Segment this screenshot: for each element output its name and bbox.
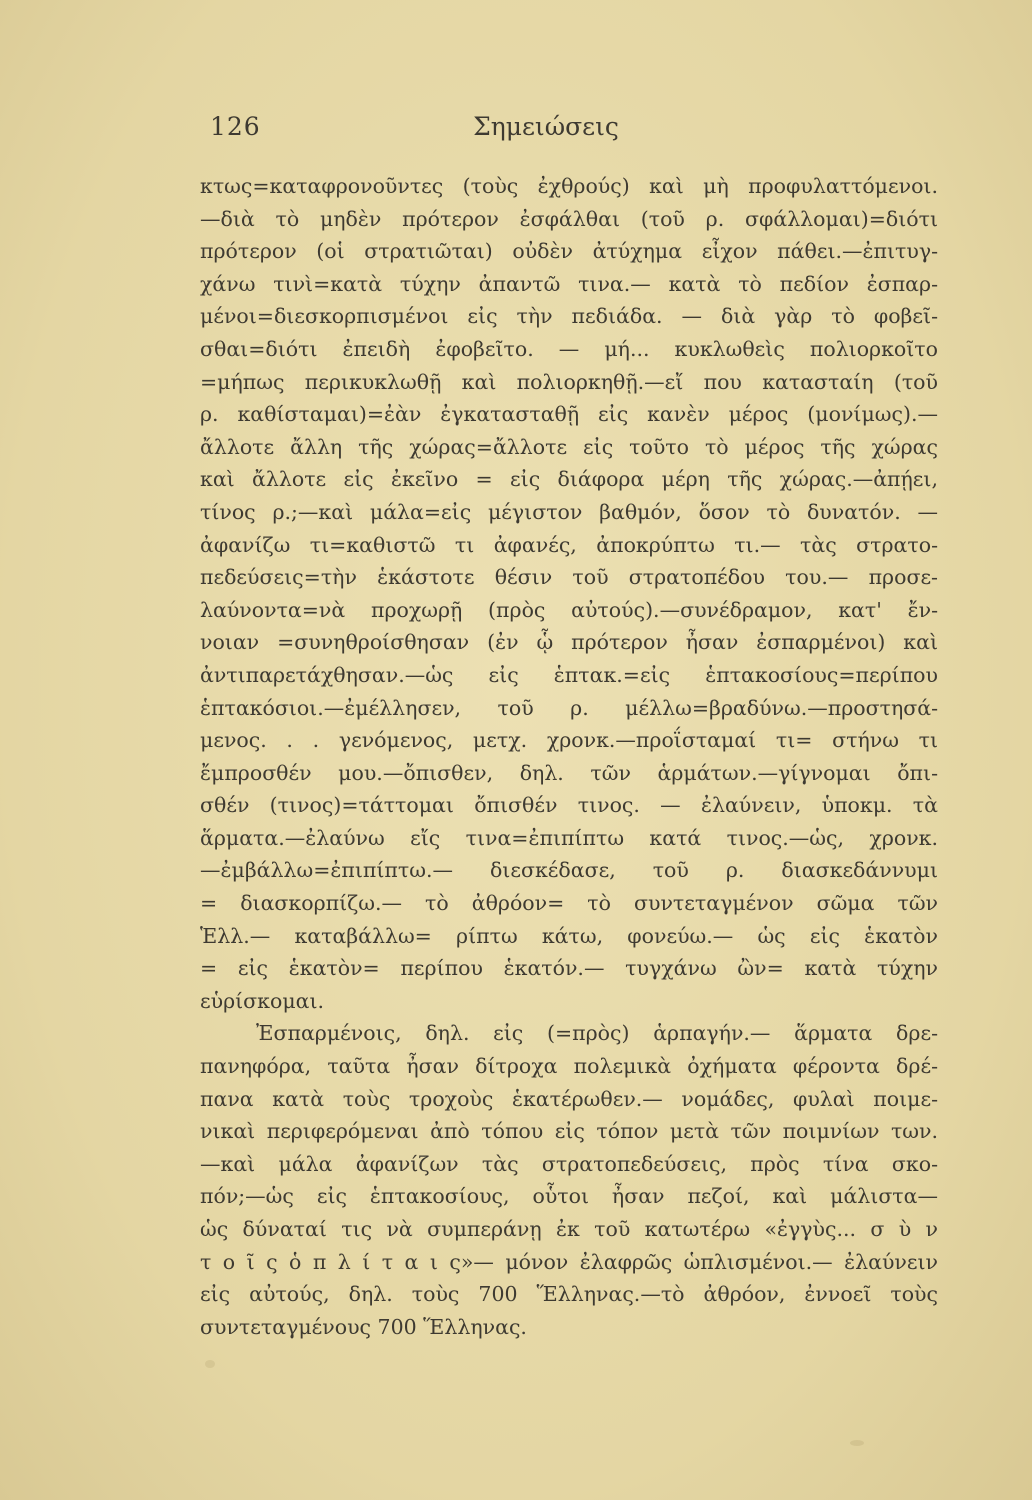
text-line: ἀφανίζω τι=καθιστῶ τι ἀφανές, ἀποκρύπτω τι.— τὰς στρατο-: [200, 532, 938, 557]
page-number: 126: [210, 112, 261, 141]
text-line: πανηφόρα, ταῦτα ἦσαν δίτροχα πολεμικὰ ὀχήματα φέροντα δρέ-: [200, 1054, 938, 1079]
text-line: κτως=καταφρονοῦντες (τοὺς ἐχθρούς) καὶ μὴ προφυλαττόμενοι.: [200, 174, 938, 198]
text-line: —καὶ μάλα ἀφανίζων τὰς στρατοπεδεύσεις, πρὸς τίνα σκο-: [200, 1151, 938, 1176]
text-line: =μήπως περικυκλωθῇ καὶ πολιορκηθῇ.—εἴ που κατασταίη (τοῦ: [200, 369, 938, 394]
text-line: συντεταγμένους 700 Ἕλληνας.: [200, 1314, 527, 1339]
text-line: τίνος ρ.;—καὶ μάλα=εἰς μέγιστον βαθμόν, ὅσον τὸ δυνατόν. —: [200, 499, 938, 524]
text-line: ρ. καθίσταμαι)=ἐὰν ἐγκατασταθῇ εἰς κανὲν μέρος (μονίμως).—: [200, 402, 938, 427]
text-line: καὶ ἄλλοτε εἰς ἐκεῖνο = εἰς διάφορα μέρη τῆς χώρας.—ἀπῄει,: [200, 467, 938, 492]
text-line: πρότερον (οἱ στρατιῶται) οὐδὲν ἀτύχημα εἶχον πάθει.—ἐπιτυγ-: [200, 239, 938, 264]
text-line: ἑπτακόσιοι.—ἐμέλλησεν, τοῦ ρ. μέλλω=βραδύνω.—προστησά-: [200, 695, 938, 720]
paper-stain: [205, 1360, 215, 1368]
notes-text: [200, 170, 938, 1343]
text-line: τ ο ῖ ς ὁ π λ ί τ α ι ς»— μόνον ἐλαφρῶς ὡπλισμένοι.— ἐλαύνειν: [200, 1249, 938, 1274]
text-line: Ἐσπαρμένοις, δηλ. εἰς (=πρὸς) ἁρπαγήν.— ἅρματα δρε-: [256, 1021, 938, 1046]
text-line: μένοι=διεσκορπισμένοι εἰς τὴν πεδιάδα. — διὰ γὰρ τὸ φοβεῖ-: [200, 304, 938, 329]
text-line: Ἑλλ.— καταβάλλω= ρίπτω κάτω, φονεύω.— ὡς εἰς ἑκατὸν: [200, 923, 938, 948]
text-line: πεδεύσεις=τὴν ἑκάστοτε θέσιν τοῦ στρατοπέδου του.— προσε-: [200, 565, 938, 590]
text-line: —διὰ τὸ μηδὲν πρότερον ἐσφάλθαι (τοῦ ρ. σφάλλομαι)=διότι: [200, 206, 938, 231]
text-line: ἀντιπαρετάχθησαν.—ὡς εἰς ἑπτακ.=εἰς ἑπτακοσίους=περίπου: [200, 662, 938, 687]
text-line: ἄλλοτε ἄλλη τῆς χώρας=ἄλλοτε εἰς τοῦτο τὸ μέρος τῆς χώρας: [200, 434, 938, 459]
text-line: λαύνοντα=νὰ προχωρῇ (πρὸς αὐτούς).—συνέδραμον, κατ' ἔν-: [200, 597, 938, 622]
text-line: πόν;—ὡς εἰς ἑπτακοσίους, οὗτοι ἦσαν πεζοί, καὶ μάλιστα—: [200, 1184, 938, 1209]
text-line: εἰς αὐτούς, δηλ. τοὺς 700 Ἕλληνας.—τὸ ἀθρόον, ἐννοεῖ τοὺς: [200, 1282, 938, 1307]
text-line: = εἰς ἑκατὸν= περίπου ἑκατόν.— τυγχάνω ὢν= κατὰ τύχην: [200, 956, 938, 981]
text-line: μενος. . . γενόμενος, μετχ. χρονκ.—προΐσταμαί τι= στήνω τι: [200, 728, 938, 753]
text-line: ἔμπροσθέν μου.—ὄπισθεν, δηλ. τῶν ἁρμάτων.—γίγνομαι ὄπι-: [200, 760, 938, 785]
text-line: σθαι=διότι ἐπειδὴ ἐφοβεῖτο. — μή... κυκλωθεὶς πολιορκοῖτο: [200, 336, 938, 361]
page-header: [210, 112, 882, 152]
text-line: —ἐμβάλλω=ἐπιπίπτω.— διεσκέδασε, τοῦ ρ. διασκεδάννυμι: [200, 858, 938, 883]
text-line: νικαὶ περιφερόμεναι ἀπὸ τόπου εἰς τόπον μετὰ τῶν ποιμνίων των.: [200, 1119, 938, 1144]
text-line: = διασκορπίζω.— τὸ ἀθρόον= τὸ συντεταγμένον σῶμα τῶν: [200, 891, 938, 916]
text-line: χάνω τινὶ=κατὰ τύχην ἀπαντῶ τινα.— κατὰ τὸ πεδίον ἐσπαρ-: [200, 271, 938, 296]
text-line: εὑρίσκομαι.: [200, 988, 325, 1013]
text-line: ἅρματα.—ἐλαύνω εἴς τινα=ἐπιπίπτω κατά τινος.—ὡς, χρονκ.: [200, 825, 938, 850]
paper-stain: [850, 1440, 864, 1446]
text-line: πανα κατὰ τοὺς τροχοὺς ἑκατέρωθεν.— νομάδες, φυλαὶ ποιμε-: [200, 1086, 938, 1111]
running-title: Σημειώσεις: [473, 112, 619, 141]
text-line: ὡς δύναταί τις νὰ συμπεράνῃ ἐκ τοῦ κατωτέρω «ἐγγὺς... σ ὺ ν: [200, 1217, 938, 1241]
text-line: σθέν (τινος)=τάττομαι ὄπισθέν τινος. — ἐλαύνειν, ὑποκμ. τὰ: [200, 793, 938, 818]
text-line: νοιαν =συνηθροίσθησαν (ἐν ᾧ πρότερον ἦσαν ἐσπαρμένοι) καὶ: [200, 630, 938, 655]
